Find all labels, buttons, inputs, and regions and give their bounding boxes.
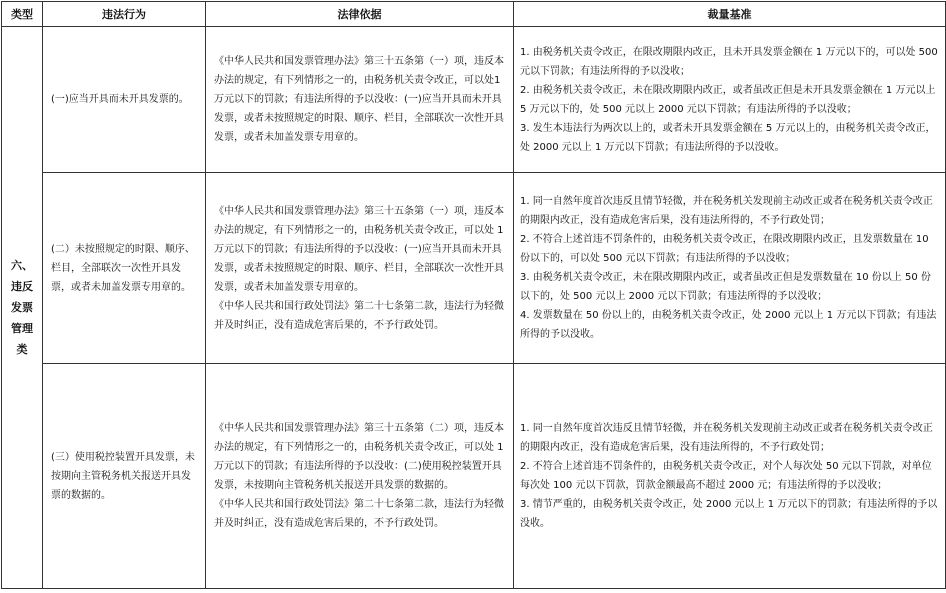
header-standard: 裁量基准 [514, 2, 946, 27]
category-line: 类 [16, 343, 28, 356]
law-paragraph: 《中华人民共和国发票管理办法》第三十五条第（一）项，违反本办法的规定，有下列情形之一的，由税务机关责令改正，可以处 1 万元以下的罚款；有违法所得的予以没收：(一)应当开具而未开具发票，或者未按照规定的时限、顺序、栏目，全部联次一次性开具发票，或者未加盖发票专用章的。 [214, 205, 507, 293]
table-row [2, 173, 946, 364]
category-line: 六、 [11, 259, 33, 272]
category-line: 管理 [11, 322, 33, 335]
penalty-standard-table [1, 1, 946, 589]
law-cell [206, 27, 514, 173]
standard-item: 4. 发票数量在 50 份以上的，由税务机关责令改正，处 2000 元以上 1 万元以下罚款；有违法所得的予以没收。 [520, 310, 937, 340]
standard-item: 3. 由税务机关责令改正，未在限改期限内改正，或者虽改正但是发票数量在 10 份以上 50 份以下的，处 500 元以上 2000 元以下罚款；有违法所得的予以没收； [520, 272, 931, 302]
law-paragraph: 《中华人民共和国行政处罚法》第二十七条第二款，违法行为轻微并及时纠正，没有造成危害后果的，不予行政处罚。 [214, 499, 504, 529]
standard-item: 2. 不符合上述首违不罚条件的，由税务机关责令改正，在限改期限内改正，且发票数量在 10 份以下的，可以处 500 元以下罚款；有违法所得的予以没收； [520, 234, 932, 264]
standard-item: 3. 情节严重的，由税务机关责令改正，处 2000 元以上 1 万元以下的罚款；有违法所得的予以没收。 [520, 499, 938, 529]
law-paragraph: 《中华人民共和国发票管理办法》第三十五条第（二）项，违反本办法的规定，有下列情形之一的，由税务机关责令改正，可以处 1 万元以下的罚款；有违法所得的予以没收：(二)使用税控装置开具发票，未按期向主管税务机关报送开具发票的数据的。 [214, 423, 507, 491]
act-cell: (二）未按照规定的时限、顺序、栏目，全部联次一次性开具发票，或者未加盖发票专用章的。 [43, 173, 206, 364]
standard-item: 2. 由税务机关责令改正，未在限改期限内改正，或者虽改正但是未开具发票金额在 1 万元以上 5 万元以下的，处 500 元以上 2000 元以下罚款；有违法所得的予以没收； [520, 84, 939, 115]
standard-cell [514, 364, 946, 589]
header-law: 法律依据 [206, 2, 514, 27]
act-cell: (三）使用税控装置开具发票，未按期向主管税务机关报送开具发票的数据的。 [43, 364, 206, 589]
table-row [2, 27, 946, 173]
header-row [2, 2, 946, 27]
act-cell: (一)应当开具而未开具发票的。 [43, 27, 206, 173]
header-act: 违法行为 [43, 2, 206, 27]
standard-item: 3. 发生本违法行为两次以上的，或者未开具发票金额在 5 万元以上的，由税务机关责令改正，处 2000 元以上 1 万元以下罚款；有违法所得的予以没收。 [520, 122, 936, 153]
law-cell [206, 173, 514, 364]
law-paragraph: 《中华人民共和国发票管理办法》第三十五条第（一）项，违反本办法的规定，有下列情形之一的，由税务机关责令改正，可以处1万元以下的罚款；有违法所得的予以没收：(一)应当开具而未开具发票，或者未按照规定的时限、顺序、栏目，全部联次一次性开具发票，或者未加盖发票专用章的。 [214, 56, 504, 143]
standard-item: 1. 由税务机关责令改正，在限改期限内改正，且未开具发票金额在 1 万元以下的，可以处 500 元以下罚款；有违法所得的予以没收； [520, 46, 941, 77]
standard-item: 1. 同一自然年度首次违反且情节轻微，并在税务机关发现前主动改正或者在税务机关责令改正的期限内改正，没有造成危害后果，没有违法所得的，不予行政处罚； [520, 423, 933, 453]
standard-item: 2. 不符合上述首违不罚条件的，由税务机关责令改正，对个人每次处 50 元以下罚款，对单位每次处 100 元以下罚款，罚款金额最高不超过 2000 元；有违法所得的予以没收； [520, 461, 932, 491]
law-cell [206, 364, 514, 589]
standard-cell [514, 173, 946, 364]
category-line: 发票 [11, 301, 33, 314]
table-row [2, 364, 946, 589]
header-type: 类型 [2, 2, 43, 27]
standard-cell [514, 27, 946, 173]
law-paragraph: 《中华人民共和国行政处罚法》第二十七条第二款，违法行为轻微并及时纠正，没有造成危害后果的，不予行政处罚。 [214, 300, 504, 331]
category-line: 违反 [11, 280, 33, 293]
category-cell [2, 27, 43, 589]
standard-item: 1. 同一自然年度首次违反且情节轻微，并在税务机关发现前主动改正或者在税务机关责令改正的期限内改正，没有造成危害后果，没有违法所得的，不予行政处罚； [520, 196, 933, 226]
